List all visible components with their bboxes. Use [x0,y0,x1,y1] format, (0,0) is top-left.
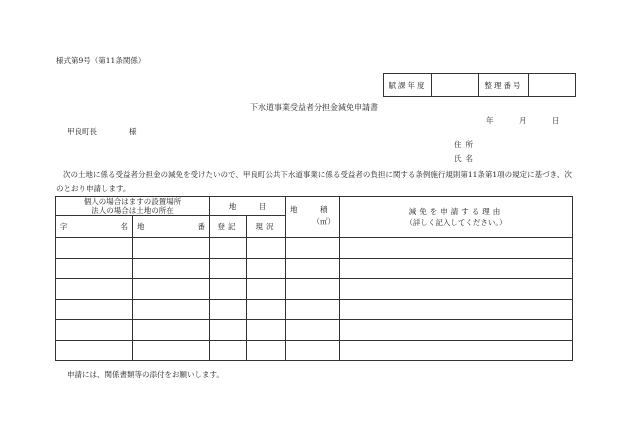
registered-category-cell[interactable] [210,299,247,320]
lot-number-cell[interactable] [133,258,210,279]
date-year-label: 年 [486,116,494,125]
area-cell[interactable] [286,299,340,320]
area-header-label: 地 積 [290,205,328,214]
lot-number-header [133,216,210,238]
document-title: 下水道事業受益者分担金減免申請書 [250,103,378,112]
reason-header [340,197,573,238]
table-row [56,258,573,279]
date-month-label: 月 [519,116,527,125]
fiscal-year-field[interactable] [432,74,479,97]
reason-header-line2: （詳しく記入してください。） [405,218,507,227]
footer-note: 申請には、関係書類等の添付をお願いします。 [67,370,224,379]
table-row [56,320,573,341]
area-header [286,197,340,238]
aza-header-char2: 名 [120,222,128,231]
fiscal-info-box [383,73,576,97]
registered-category-cell[interactable] [210,238,247,259]
current-category-cell[interactable] [247,299,286,320]
table-row [56,340,573,361]
lot-number-cell[interactable] [133,279,210,300]
table-row [56,238,573,259]
lot-number-cell[interactable] [133,320,210,341]
fiscal-year-label: 賦課年度 [384,74,432,97]
aza-name-cell[interactable] [56,320,133,341]
aza-name-cell[interactable] [56,238,133,259]
current-category-cell[interactable] [247,279,286,300]
aza-name-cell[interactable] [56,258,133,279]
reason-cell[interactable] [340,238,573,259]
reason-cell[interactable] [340,320,573,341]
area-cell[interactable] [286,258,340,279]
reference-number-label: 整理番号 [479,74,529,97]
aza-header-char1: 字 [60,222,68,231]
reason-cell[interactable] [340,299,573,320]
registered-category-cell[interactable] [210,279,247,300]
registered-category-header: 登記 [210,216,247,238]
current-category-header: 現況 [247,216,286,238]
land-category-header: 地 目 [210,197,286,216]
location-header-line1: 個人の場合はますの設置場所 [83,197,182,206]
lot-number-cell[interactable] [133,340,210,361]
aza-name-cell[interactable] [56,279,133,300]
registered-category-cell[interactable] [210,258,247,279]
date-day-label: 日 [552,116,560,125]
current-category-cell[interactable] [247,258,286,279]
reason-cell[interactable] [340,340,573,361]
table-row [56,299,573,320]
location-header-line2: 法人の場合は土地の所在 [91,206,174,215]
registered-category-cell[interactable] [210,320,247,341]
reason-cell[interactable] [340,279,573,300]
location-header [56,197,210,216]
lot-number-cell[interactable] [133,299,210,320]
applicant-address-label: 住所 [454,140,477,149]
lot-header-char1: 地 [137,222,145,231]
reason-cell[interactable] [340,258,573,279]
area-cell[interactable] [286,340,340,361]
addressee: 甲良町長 [67,127,97,136]
area-header-unit: （㎡） [312,217,335,226]
aza-header [56,216,133,238]
lot-number-cell[interactable] [133,238,210,259]
application-statement: 次の土地に係る受益者分担金の減免を受けたいので、甲良町公共下水道事業に係る受益者の負担に関する条例施行規則第11条第1項の規定に基づき、次のとおり申請します。 [56,170,572,193]
area-cell[interactable] [286,238,340,259]
current-category-cell[interactable] [247,238,286,259]
reference-number-field[interactable] [529,74,576,97]
aza-name-cell[interactable] [56,340,133,361]
table-row [56,279,573,300]
current-category-cell[interactable] [247,320,286,341]
area-cell[interactable] [286,279,340,300]
applicant-name-label: 氏名 [454,154,477,163]
registered-category-cell[interactable] [210,340,247,361]
lot-header-char2: 番 [197,222,205,231]
form-number: 様式第9号（第11条関係） [56,56,146,65]
current-category-cell[interactable] [247,340,286,361]
addressee-suffix: 様 [129,127,137,136]
area-cell[interactable] [286,320,340,341]
reason-header-line1: 減免を申請する理由 [408,207,504,216]
aza-name-cell[interactable] [56,299,133,320]
land-details-table [55,196,573,361]
